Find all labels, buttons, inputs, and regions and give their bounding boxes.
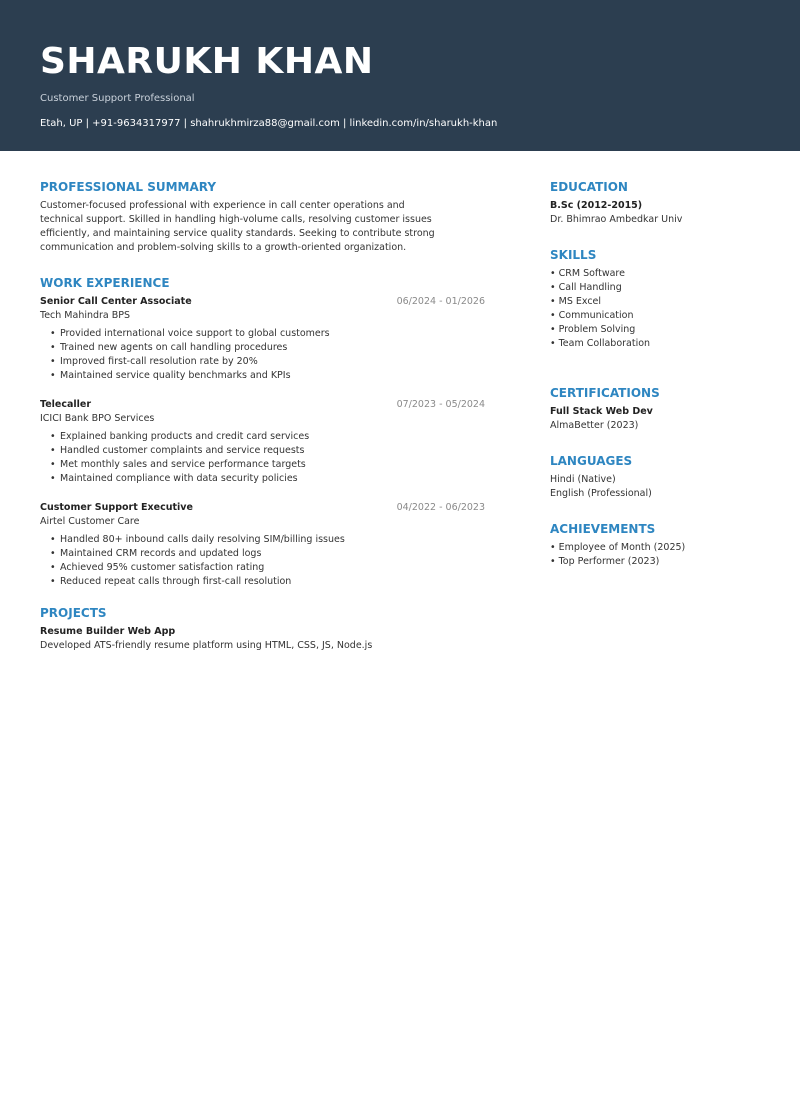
skill-item: • Team Collaboration [550,338,651,349]
skills-section [550,247,770,351]
job-entry [40,295,485,383]
skill-item: • Call Handling [550,282,622,293]
language-item: English (Professional) [550,488,652,499]
job-entry [40,501,485,589]
achievements-heading: ACHIEVEMENTS [550,522,656,536]
certifications-section [550,385,770,433]
certifications-heading: CERTIFICATIONS [550,386,660,400]
experience-heading: WORK EXPERIENCE [40,276,170,290]
right-column [550,179,770,569]
job-bullet: • Handled 80+ inbound calls daily resolving SIM/billing issues [50,533,485,547]
job-bullet: • Explained banking products and credit card services [50,430,485,444]
job-bullet: • Improved first-call resolution rate by 20% [50,355,485,369]
achievement-item: • Top Performer (2023) [550,556,660,567]
education-heading: EDUCATION [550,180,628,194]
skills-heading: SKILLS [550,248,597,262]
summary-section [40,179,485,255]
candidate-name: SHARUKH KHAN [40,41,374,82]
job-bullet: • Maintained compliance with data security policies [50,472,485,486]
resume-header [0,0,800,151]
languages-heading: LANGUAGES [550,454,633,468]
job-bullet: • Achieved 95% customer satisfaction rating [50,561,485,575]
job-bullet: • Provided international voice support to global customers [50,327,485,341]
left-column [40,179,485,653]
job-dates: 04/2022 - 06/2023 [396,502,485,513]
achievement-item: • Employee of Month (2025) [550,542,686,553]
job-bullets [40,533,485,589]
projects-heading: PROJECTS [40,606,107,620]
job-bullets [40,430,485,486]
summary-heading: PROFESSIONAL SUMMARY [40,180,217,194]
job-bullets [40,327,485,383]
projects-section [40,605,485,653]
candidate-title: Customer Support Professional [40,93,195,104]
job-title: Customer Support Executive [40,502,193,513]
job-bullet: • Met monthly sales and service performance targets [50,458,485,472]
skill-item: • Communication [550,310,634,321]
skill-item: • CRM Software [550,268,625,279]
certification-issuer: AlmaBetter (2023) [550,420,639,431]
job-bullet: • Maintained service quality benchmarks and KPIs [50,369,485,383]
skill-item: • Problem Solving [550,324,636,335]
skill-item: • MS Excel [550,296,602,307]
skills-list [550,267,770,351]
language-item: Hindi (Native) [550,474,616,485]
job-company: Airtel Customer Care [40,516,140,527]
achievements-list [550,541,770,569]
job-entry [40,398,485,486]
job-dates: 07/2023 - 05/2024 [396,399,485,410]
summary-text: Customer-focused professional with experience in call center operations and technical support. Skilled in handling high-volume calls, resolving customer issues efficiently, and maintaining service quality standards. Seeking to contribute strong communication and problem-solving skills to a growth-oriented organization. [40,200,435,253]
job-title: Telecaller [40,399,92,410]
experience-section [40,275,485,589]
project-description: Developed ATS-friendly resume platform using HTML, CSS, JS, Node.js [40,640,373,651]
contact-line: Etah, UP | +91-9634317977 | shahrukhmirza88@gmail.com | linkedin.com/in/sharukh-khan [40,118,498,129]
job-bullet: • Handled customer complaints and service requests [50,444,485,458]
job-company: Tech Mahindra BPS [40,310,131,321]
education-section [550,179,770,227]
job-bullet: • Trained new agents on call handling procedures [50,341,485,355]
languages-list [550,473,770,501]
education-degree: B.Sc (2012-2015) [550,200,643,211]
certification-name: Full Stack Web Dev [550,406,653,417]
job-company: ICICI Bank BPO Services [40,413,155,424]
project-name: Resume Builder Web App [40,626,176,637]
job-dates: 06/2024 - 01/2026 [396,296,485,307]
job-title: Senior Call Center Associate [40,296,192,307]
achievements-section [550,521,770,569]
education-school: Dr. Bhimrao Ambedkar Univ [550,214,683,225]
job-bullet: • Maintained CRM records and updated logs [50,547,485,561]
languages-section [550,453,770,501]
job-bullet: • Reduced repeat calls through first-call resolution [50,575,485,589]
